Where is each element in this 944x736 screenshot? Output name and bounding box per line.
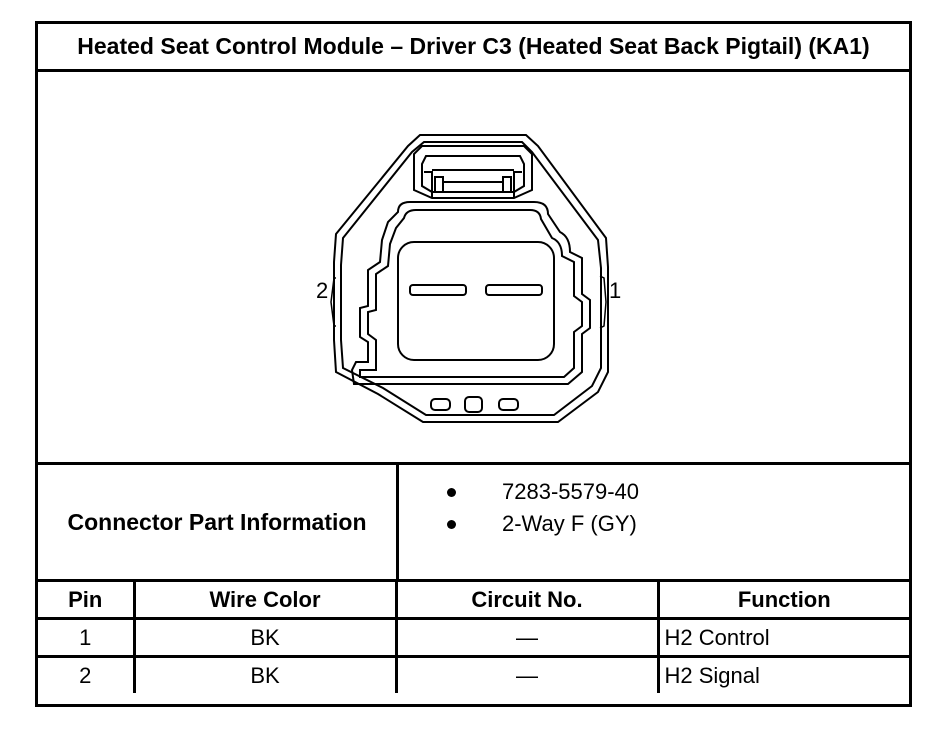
connector-part-information: [38, 465, 909, 582]
connector-figure: [38, 72, 909, 465]
cell-pin: 1: [38, 619, 134, 657]
latch-notch-right: [503, 177, 511, 192]
cell-wire-color: BK: [134, 657, 396, 694]
bottom-key-center: [465, 397, 482, 412]
connector-part-info-label: Connector Part Information: [38, 465, 399, 579]
bullet-icon: [447, 488, 456, 497]
table-row: [38, 657, 909, 694]
connector-part-info-list: [399, 465, 909, 579]
header-pin: Pin: [38, 582, 134, 619]
cell-wire-color: BK: [134, 619, 396, 657]
connector-description: 2-Way F (GY): [502, 511, 637, 536]
connector-info-sheet: [35, 21, 912, 707]
bottom-key-left: [431, 399, 450, 410]
pin-2-label: 2: [316, 278, 329, 303]
cell-function: H2 Signal: [658, 657, 909, 694]
pin-1-terminal: [486, 285, 542, 295]
connector-face-drawing: [38, 72, 909, 462]
cell-function: H2 Control: [658, 619, 909, 657]
cell-pin: 2: [38, 657, 134, 694]
bottom-key-right: [499, 399, 518, 410]
terminal-body: [398, 242, 554, 360]
latch-inner: [422, 156, 524, 192]
pin-2-terminal: [410, 285, 466, 295]
header-function: Function: [658, 582, 909, 619]
cell-circuit-no: —: [396, 657, 658, 694]
sheet-title: Heated Seat Control Module – Driver C3 (Heated Seat Back Pigtail) (KA1): [38, 24, 909, 72]
table-row: [38, 619, 909, 657]
cell-circuit-no: —: [396, 619, 658, 657]
bullet-icon: [447, 520, 456, 529]
table-header-row: [38, 582, 909, 619]
pin-table: [38, 582, 909, 693]
header-circuit-no: Circuit No.: [396, 582, 658, 619]
connector-cavity-inner: [360, 210, 582, 377]
latch-notch-left: [435, 177, 443, 192]
pin-1-label: 1: [609, 278, 622, 303]
part-number: 7283-5579-40: [502, 479, 640, 504]
header-wire-color: Wire Color: [134, 582, 396, 619]
